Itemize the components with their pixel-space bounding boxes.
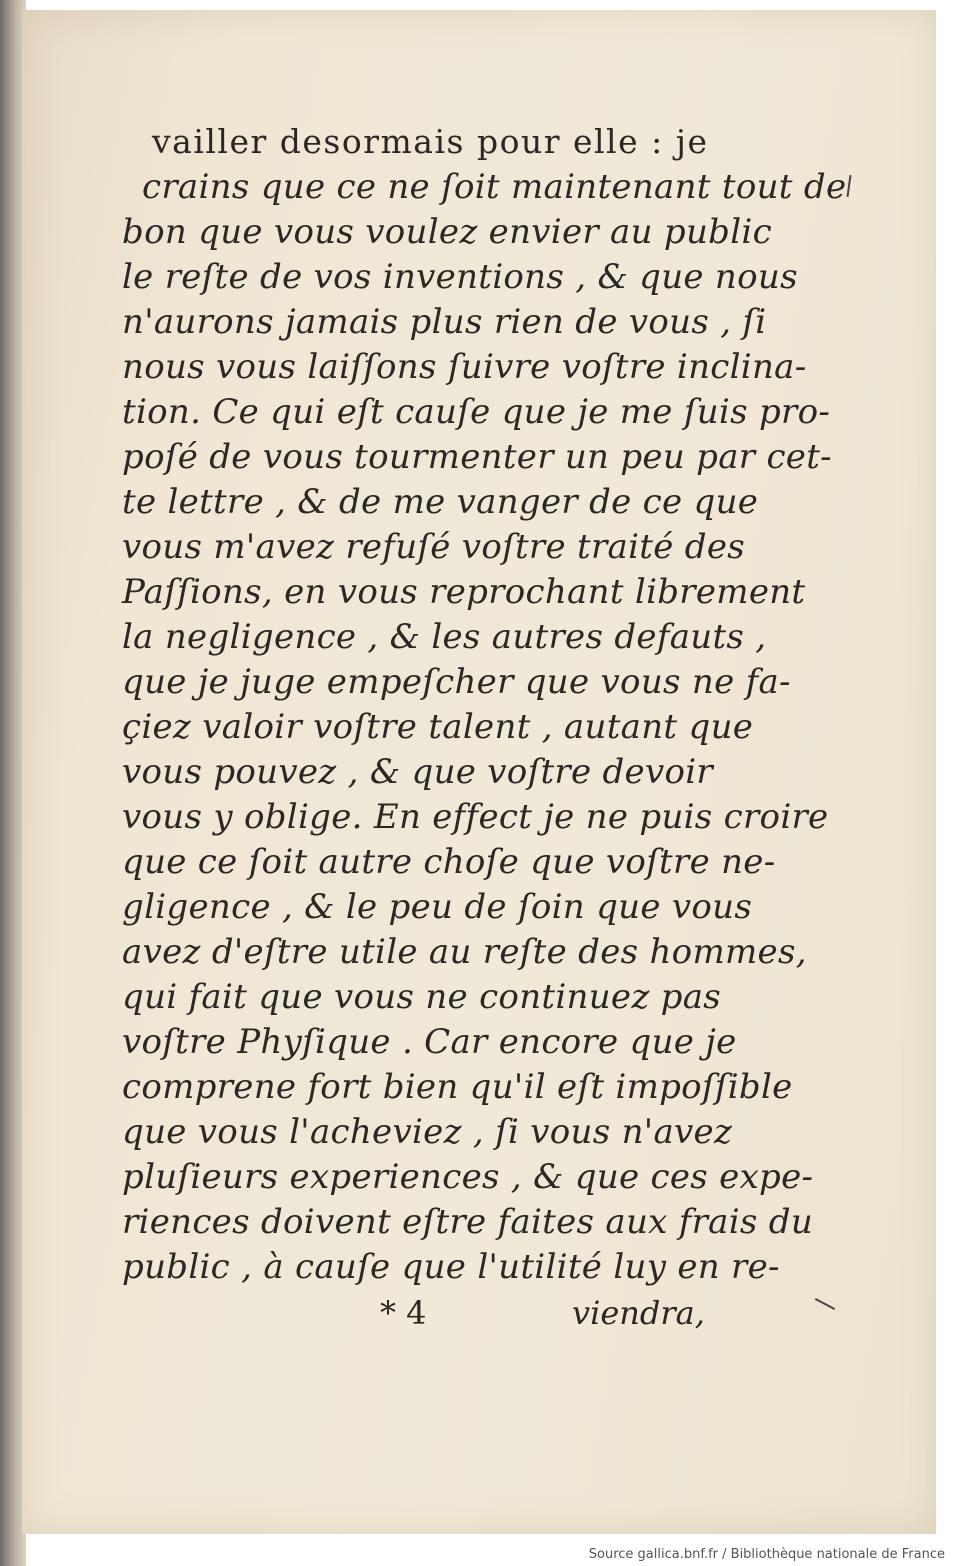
text-line: la negligence , & les autres defauts , <box>122 617 767 657</box>
text-line: te lettre , & de me vanger de ce que <box>122 482 759 522</box>
text-line: que ce ſoit autre choſe que voſtre ne- <box>122 842 776 882</box>
text-line: que vous l'acheviez , ſi vous n'avez <box>122 1112 733 1152</box>
text-line: bon que vous voulez envier au public <box>122 212 772 252</box>
signature-mark: * 4 <box>380 1294 427 1332</box>
text-line: vous pouvez , & que voſtre devoir <box>122 752 713 792</box>
text-line: vous y oblige. En effect je ne puis croire <box>122 797 829 837</box>
text-line: riences doivent eſtre faites aux frais du <box>122 1202 814 1242</box>
text-line: public , à cauſe que l'utilité luy en re- <box>122 1247 780 1287</box>
text-line: crains que ce ne ſoit maintenant tout de <box>142 167 847 207</box>
ink-speck <box>815 1298 835 1310</box>
text-line: tion. Ce qui eſt cauſe que je me ſuis pro- <box>122 392 831 432</box>
paper-sheet <box>22 10 940 1534</box>
scan-background-right <box>936 0 959 1548</box>
text-line: le reſte de vos inventions , & que nous <box>122 257 798 297</box>
text-line: vailler desormais pour elle : je <box>152 122 709 161</box>
text-line: Paſſions, en vous reprochant librement <box>122 572 806 612</box>
text-line: n'aurons jamais plus rien de vous , ſi <box>122 302 767 342</box>
text-line: nous vous laiſſons ſuivre voſtre inclina- <box>122 347 807 387</box>
catchword: viendra, <box>572 1294 705 1332</box>
text-line: que je juge empeſcher que vous ne fa- <box>122 662 791 702</box>
text-line: voſtre Phyſique . Car encore que je <box>122 1022 737 1062</box>
text-line: comprene fort bien qu'il eſt impoſſible <box>122 1067 793 1107</box>
text-line: qui fait que vous ne continuez pas <box>122 977 722 1017</box>
source-credit: Source gallica.bnf.fr / Bibliothèque nationale de France <box>588 1547 945 1562</box>
text-line: çiez valoir voſtre talent , autant que <box>122 707 754 747</box>
text-line: pluſieurs experiences , & que ces expe- <box>122 1157 814 1197</box>
ink-speck <box>846 175 851 197</box>
text-line: vous m'avez refuſé voſtre traité des <box>122 527 745 567</box>
text-line: gligence , & le peu de ſoin que vous <box>122 887 753 927</box>
text-line: poſé de vous tourmenter un peu par cet- <box>122 437 832 477</box>
text-line: avez d'eſtre utile au reſte des hommes, <box>122 932 807 972</box>
